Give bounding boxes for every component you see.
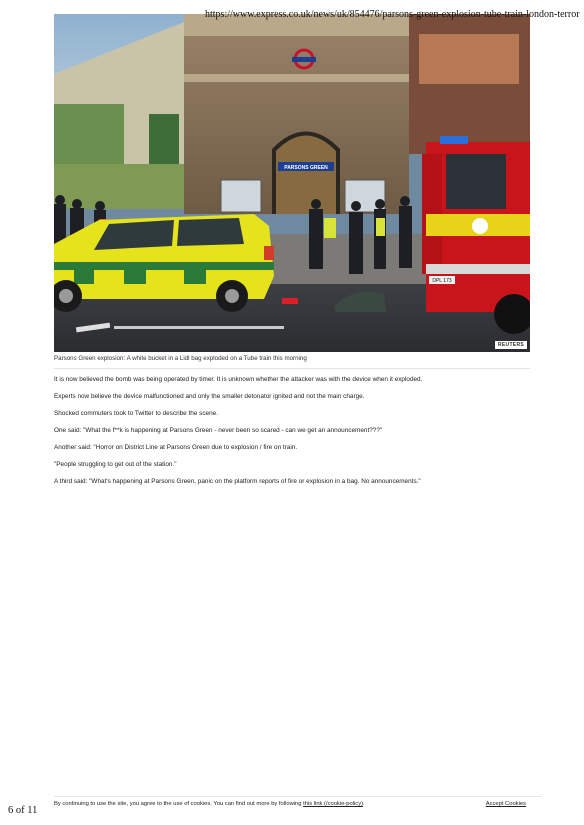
cookie-notice-end: . (363, 801, 365, 807)
page-url-header[interactable] (205, 9, 582, 20)
poster-board-left (221, 180, 261, 212)
fire-engine (422, 136, 530, 334)
red-bag (282, 298, 298, 304)
article-paragraph: It is now believed the bomb was being operated by timer. It is unknown whether the attacker was with the device when it exploded. (54, 376, 423, 383)
article-paragraph: A third said: "What's happening at Parsons Green, panic on the platform reports of fire or explosion in a bag. No announcements." (54, 478, 421, 485)
facade-band (184, 74, 409, 82)
accept-cookies-button[interactable]: Accept Cookies (485, 801, 526, 807)
arch-glow (276, 136, 336, 215)
article-paragraph: One said: "What the f**k is happening at Parsons Green - never been so scared - can we get an announcement???" (54, 427, 383, 434)
photo-credit: REUTERS (495, 341, 527, 349)
right-windows (419, 34, 519, 84)
photo-scene (54, 14, 530, 352)
cookie-banner (54, 796, 542, 807)
station-sign: PARSONS GREEN (284, 165, 328, 171)
vehicle-plate: DPL 173 (432, 278, 452, 284)
page-number: 6 of 11 (8, 805, 38, 816)
cookie-notice-text: By continuing to use the site, you agree to the use of cookies. You can find out more by following (54, 801, 304, 807)
article-paragraph: Experts now believe the device malfunctioned and only the smaller detonator ignited and not the main charge. (54, 393, 365, 400)
article-paragraph: Another said: "Horror on District Line at Parsons Green due to explosion / fire on train. (54, 444, 298, 451)
cookie-policy-link[interactable]: this link (/cookie-policy) (303, 801, 364, 807)
article-paragraph: "People struggling to get out of the station." (54, 461, 177, 468)
article-photo (54, 14, 530, 352)
article-body (54, 376, 530, 495)
photo-caption: Parsons Green explosion: A white bucket in a Lidl bag exploded on a Tube train this morning (54, 355, 530, 369)
roundel-bar (292, 57, 316, 62)
article-url-link[interactable]: https://www.express.co.uk/news/uk/854476/parsons-green-explosion-tube-train-london-terror (205, 9, 580, 20)
road-line (114, 326, 284, 329)
article-paragraph: Shocked commuters took to Twitter to describe the scene. (54, 410, 218, 417)
ambulance (54, 214, 274, 312)
